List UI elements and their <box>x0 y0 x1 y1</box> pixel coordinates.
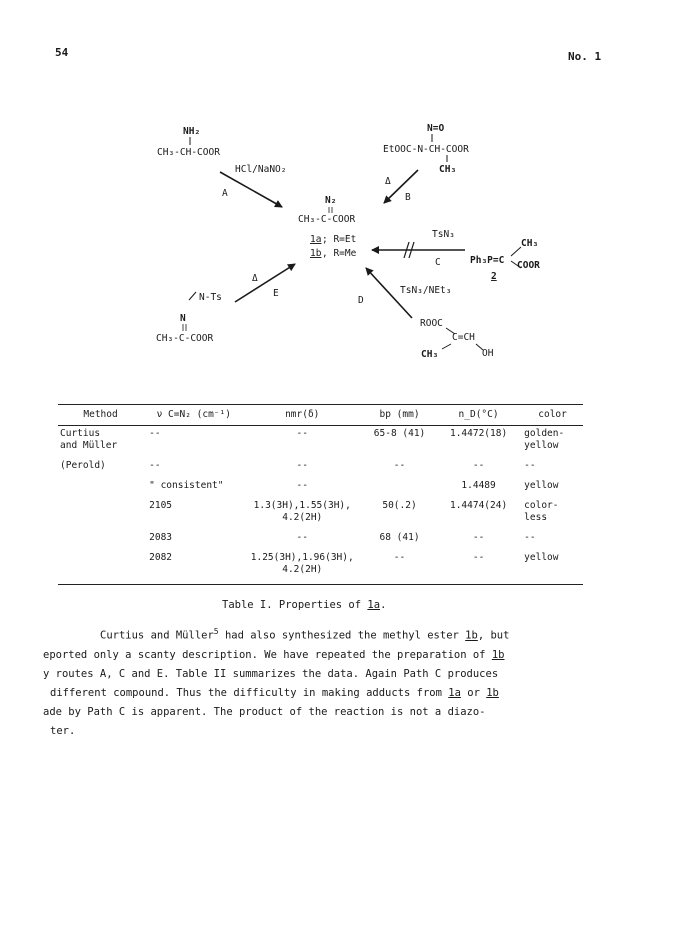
compound-1b-label: 1b <box>310 248 322 259</box>
cell-ir: 2082 <box>143 550 240 585</box>
scheme-br-oh: OH <box>482 348 494 359</box>
path-label-d: D <box>358 295 364 306</box>
cell-color: color- <box>524 500 559 511</box>
scheme-bl-nts: N-Ts <box>199 292 222 303</box>
scheme-tr-formula: EtOOC-N-CH-COOR <box>383 144 469 155</box>
paragraph-line <box>43 646 604 665</box>
col-header-nd: n_D(°C) <box>435 405 522 426</box>
reaction-scheme <box>0 0 680 400</box>
table-row <box>58 498 583 530</box>
scheme-bond <box>442 344 451 349</box>
cell-nmr: -- <box>296 480 308 491</box>
paragraph-line: ter. <box>50 724 76 737</box>
cell-bp: 65-8 (41) <box>373 428 426 439</box>
cell-nmr: 1.25(3H),1.96(3H), <box>250 552 354 563</box>
cell-ir: 2105 <box>149 500 173 511</box>
paragraph-line: y routes A, C and E. Table II summarizes the data. Again Path C produces <box>43 667 499 680</box>
table-caption-end: . <box>380 599 387 611</box>
cell-bp: -- <box>364 550 435 585</box>
col-header-ir: ν C=N₂ (cm⁻¹) <box>143 405 240 426</box>
cell-nd: -- <box>435 550 522 585</box>
cell-color: golden- <box>524 428 565 439</box>
table-row <box>58 478 583 498</box>
table-row <box>58 530 583 550</box>
cell-ir: -- <box>149 460 161 471</box>
col-header-method: Method <box>58 405 143 426</box>
table-caption-ref: 1a <box>367 599 381 611</box>
table-caption <box>222 599 386 611</box>
path-label-b: B <box>405 192 411 203</box>
col-header-bp: bp (mm) <box>364 405 435 426</box>
cell-nmr: -- <box>296 460 308 471</box>
scheme-center-formula: CH₃-C-COOR <box>298 214 356 225</box>
paragraph-line: ade by Path C is apparent. The product of the reaction is not a diazo- <box>43 705 486 718</box>
table-row <box>58 458 583 478</box>
text-span: , but <box>477 629 510 642</box>
heat-e: Δ <box>252 273 258 284</box>
compound-ref: 1b <box>491 648 505 661</box>
cell-ir: " consistent" <box>149 480 224 491</box>
page-number: 54 <box>55 46 69 59</box>
cell-method: (Perold) <box>60 460 106 471</box>
arrow-a <box>220 172 282 207</box>
cell-color: yellow <box>524 552 559 563</box>
cell-nd: 1.4472(18) <box>449 428 508 439</box>
path-label-c: C <box>435 257 441 268</box>
cell-nmr: 1.3(3H),1.55(3H), <box>253 500 351 511</box>
compound-1a-label: 1a <box>310 234 322 245</box>
heat-b: Δ <box>385 176 391 187</box>
text-span: or <box>460 686 487 699</box>
table-row <box>58 426 583 459</box>
scheme-tr-no: N=O <box>427 123 445 134</box>
compound-1b-desc: , R=Me <box>322 248 357 259</box>
cell-color: -- <box>524 532 536 543</box>
cell-color: -- <box>524 460 536 471</box>
scheme-bl-n: N <box>180 313 186 324</box>
scheme-tl-formula: CH₃-CH-COOR <box>157 147 220 158</box>
scheme-br-rooc: ROOC <box>420 318 443 329</box>
cell-nmr-cont: 4.2(2H) <box>282 564 323 575</box>
cell-ir: -- <box>149 428 161 439</box>
compound-ref: 1b <box>486 686 499 699</box>
scheme-bond <box>189 292 196 300</box>
table-row <box>58 550 583 585</box>
body-paragraph <box>43 622 604 741</box>
cell-method-cont: and Müller <box>60 440 118 451</box>
scheme-bl-formula: CH₃-C-COOR <box>156 333 214 344</box>
scheme-ylide: Ph₃P=C <box>470 255 505 266</box>
cell-nmr: -- <box>296 428 308 439</box>
cell-nmr: -- <box>296 532 308 543</box>
cell-method: Curtius <box>60 428 101 439</box>
compound-2-label: 2 <box>491 271 497 282</box>
scheme-ylide-ch3: CH₃ <box>521 238 539 249</box>
cell-bp: 50(.2) <box>382 500 417 511</box>
scheme-ylide-coor: COOR <box>517 260 540 271</box>
scheme-bond <box>511 247 521 256</box>
paragraph-line <box>64 622 604 646</box>
scheme-center-n2: N₂ <box>325 195 337 206</box>
col-header-nmr: nmr(δ) <box>240 405 364 426</box>
properties-table <box>58 404 583 585</box>
cell-nd: -- <box>472 460 485 471</box>
scheme-tl-nh2: NH₂ <box>183 126 201 137</box>
cell-ir: 2083 <box>149 532 173 543</box>
text-span: Curtius and Müller <box>100 629 214 642</box>
cell-bp: 68 (41) <box>379 532 420 543</box>
arrow-e <box>235 264 295 302</box>
paragraph-line <box>50 684 604 703</box>
scheme-br-ch3: CH₃ <box>421 349 439 360</box>
issue-number: No. 1 <box>568 50 602 63</box>
cell-nd: 1.4474(24) <box>449 500 508 511</box>
reagent-c: TsN₃ <box>432 229 455 240</box>
text-span: different compound. Thus the difficulty in making adducts from <box>50 686 449 699</box>
text-span: eported only a scanty description. We have repeated the preparation of <box>43 648 492 661</box>
path-label-e: E <box>273 288 279 299</box>
table-header-row <box>58 405 583 426</box>
compound-ref: 1b <box>465 629 478 642</box>
scheme-br-cch: C=CH <box>452 332 475 343</box>
cell-bp: -- <box>393 460 406 471</box>
compound-ref: 1a <box>448 686 461 699</box>
cell-color-cont: yellow <box>524 440 559 451</box>
compound-1a-desc: ; R=Et <box>322 234 357 245</box>
cell-bp <box>364 478 435 498</box>
path-label-a: A <box>222 188 228 199</box>
cell-color-cont: less <box>524 512 548 523</box>
col-header-color: color <box>522 405 583 426</box>
text-span: had also synthesized the methyl ester <box>218 629 466 642</box>
table-caption-text: Table I. Properties of <box>222 599 368 611</box>
citation-ref: 5 <box>213 627 219 636</box>
reagent-d: TsN₃/NEt₃ <box>400 285 452 296</box>
cell-color: yellow <box>524 480 559 491</box>
scheme-tr-ch3: CH₃ <box>439 164 457 175</box>
cell-nd: -- <box>472 532 485 543</box>
cell-nd: 1.4489 <box>461 480 496 491</box>
cell-nmr-cont: 4.2(2H) <box>282 512 323 523</box>
reagent-a: HCl/NaNO₂ <box>235 164 287 175</box>
